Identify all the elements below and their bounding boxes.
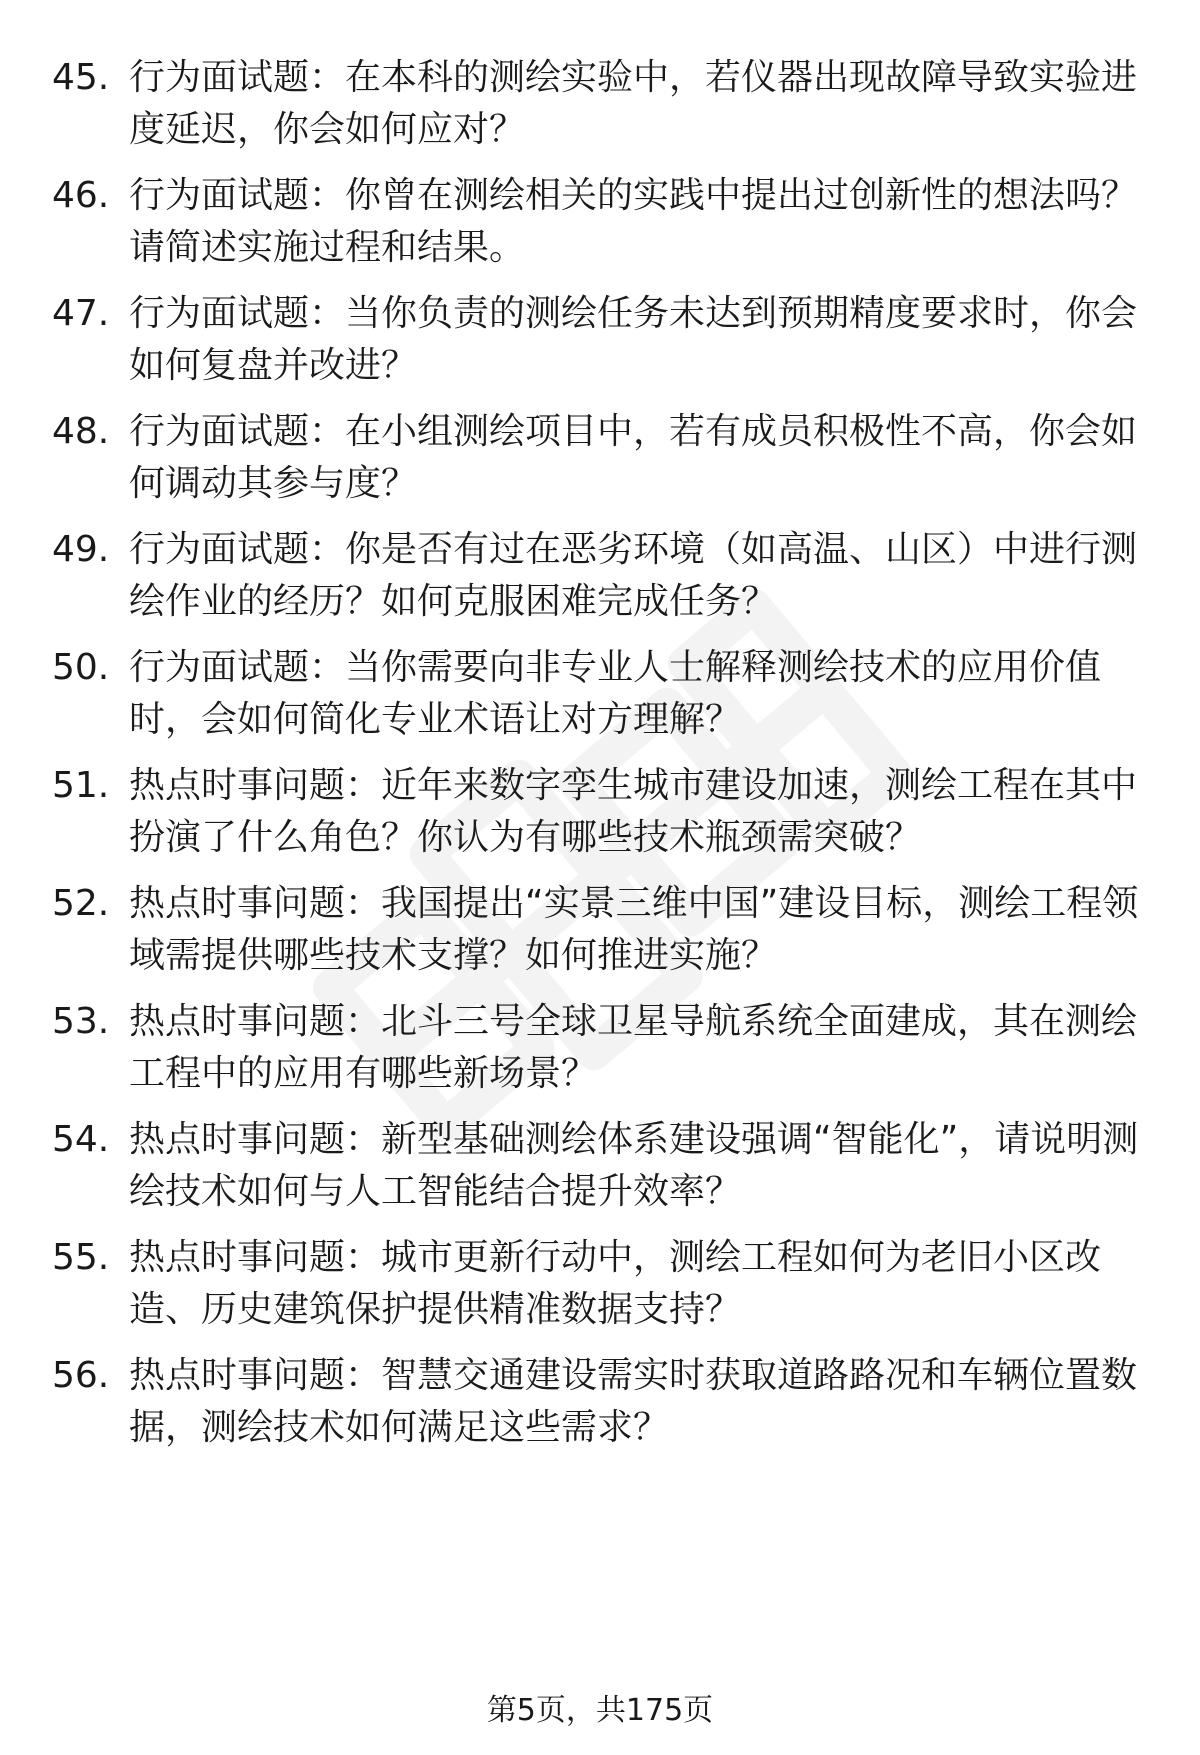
question-text: 热点时事问题：城市更新行动中，测绘工程如何为老旧小区改造、历史建筑保护提供精准数据支持？	[129, 1237, 1102, 1330]
question-text: 行为面试题：在小组测绘项目中，若有成员积极性不高，你会如何调动其参与度？	[129, 411, 1138, 504]
question-number: 56.	[52, 1355, 110, 1396]
question-text: 行为面试题：你是否有过在恶劣环境（如高温、山区）中进行测绘作业的经历？如何克服困难完成任务？	[129, 529, 1138, 622]
question-number: 50.	[52, 647, 110, 688]
question-text: 热点时事问题：我国提出“实景三维中国”建设目标，测绘工程领域需提供哪些技术支撑？如何推进实施？	[129, 883, 1139, 976]
question-number: 55.	[52, 1237, 110, 1278]
question-number: 54.	[52, 1119, 110, 1160]
page-footer: 第5页，共175页	[486, 1693, 714, 1728]
question-text: 热点时事问题：北斗三号全球卫星导航系统全面建成，其在测绘工程中的应用有哪些新场景？	[129, 1001, 1138, 1094]
question-number: 49.	[52, 529, 110, 570]
question-text: 热点时事问题：近年来数字孪生城市建设加速，测绘工程在其中扮演了什么角色？你认为有哪些技术瓶颈需突破？	[129, 765, 1138, 858]
question-text: 行为面试题：当你负责的测绘任务未达到预期精度要求时，你会如何复盘并改进？	[129, 293, 1138, 386]
question-text: 热点时事问题：新型基础测绘体系建设强调“智能化”，请说明测绘技术如何与人工智能结合提升效率？	[129, 1119, 1139, 1212]
question-number: 48.	[52, 411, 110, 452]
question-number: 51.	[52, 765, 110, 806]
question-number: 47.	[52, 293, 110, 334]
question-text: 行为面试题：当你需要向非专业人士解释测绘技术的应用价值时，会如何简化专业术语让对方理解？	[129, 647, 1102, 740]
question-text: 行为面试题：你曾在测绘相关的实践中提出过创新性的想法吗？请简述实施过程和结果。	[129, 175, 1138, 268]
question-text: 热点时事问题：智慧交通建设需实时获取道路路况和车辆位置数据，测绘技术如何满足这些需求？	[129, 1355, 1138, 1448]
question-number: 45.	[52, 57, 110, 98]
question-text: 行为面试题：在本科的测绘实验中，若仪器出现故障导致实验进度延迟，你会如何应对？	[129, 57, 1138, 150]
question-number: 46.	[52, 175, 110, 216]
question-number: 52.	[52, 883, 110, 924]
question-number: 53.	[52, 1001, 110, 1042]
